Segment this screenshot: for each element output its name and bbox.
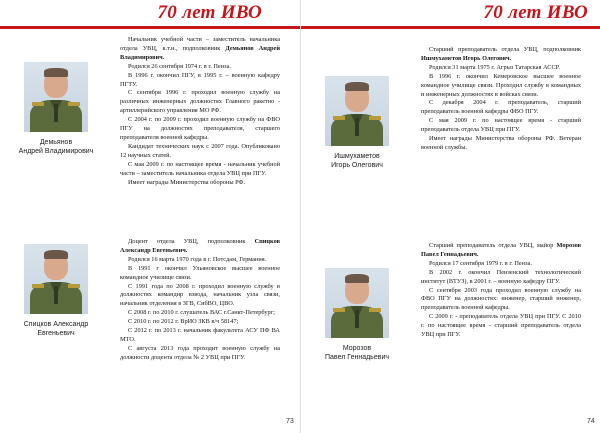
caption-surname: Морозов bbox=[342, 345, 372, 352]
bio-photo-column bbox=[311, 76, 403, 170]
caption-given-names: Павел Геннадьевич bbox=[325, 354, 389, 361]
photo-caption bbox=[311, 344, 403, 362]
caption-given-names: Игорь Олегович bbox=[331, 162, 383, 169]
portrait-photo bbox=[24, 62, 88, 132]
bio-paragraph: В 1996 г. окончил ПГУ, в 1995 г. – военную кафедру ПГТУ. bbox=[120, 71, 280, 88]
caption-surname: Спицков Александр bbox=[23, 321, 89, 328]
bio-text bbox=[421, 242, 581, 340]
bio-text bbox=[120, 238, 280, 363]
caption-surname: Ишмухаметов bbox=[334, 153, 380, 160]
caption-given-names: Андрей Владимирович bbox=[18, 148, 94, 155]
bio-name: Спицков Александр Евгеньевич. bbox=[120, 238, 280, 254]
bio-paragraph: Родился 26 сентября 1974 г. в г. Пенза. bbox=[128, 62, 231, 70]
photo-caption bbox=[311, 152, 403, 170]
bio-paragraph: В 2002 г. окончил Пензенский технологический институт (ВТУЗ), в 2001 г. – военную кафедру ПГУ. bbox=[421, 268, 581, 285]
caption-given-names: Евгеньевич bbox=[37, 330, 75, 337]
bio-name: Морозов Павел Геннадьевич. bbox=[421, 242, 581, 258]
bio-paragraph: Имеет награды Министерства обороны РФ. bbox=[128, 178, 246, 186]
bio-paragraph: С мая 2009 г. по настоящее время - старший преподаватель отдела УВЦ при ПГУ. bbox=[421, 117, 581, 134]
bio-paragraph: С 2009 г. - преподаватель отдела УВЦ при ПГУ. С 2010 г. по настоящее время - старший преподаватель отдела УВЦ при ПГУ. bbox=[421, 313, 581, 339]
bio-text bbox=[421, 46, 581, 153]
photo-caption bbox=[10, 320, 102, 338]
bio-paragraph: С декабря 2004 г. преподаватель, старший преподаватель военной кафедры ФВО ПГУ. bbox=[421, 99, 581, 116]
bio-paragraph: Родился 17 сентября 1979 г. в г. Пенза. bbox=[429, 259, 532, 267]
bio-photo-column bbox=[10, 244, 102, 338]
bio-paragraph: С 2008 г. по 2010 г. слушатель ВАС г.Санкт-Петербург; bbox=[128, 309, 276, 317]
photo-caption bbox=[10, 138, 102, 156]
bio-paragraph: Начальник учебной части – заместитель начальника отдела УВЦ, к.т.н., подполковник Демьянов Андрей Владимирович. bbox=[120, 36, 280, 61]
bio-paragraph: В 1991 г окончил Ульяновское высшее военное командное училище связи. bbox=[120, 264, 280, 281]
caption-surname: Демьянов bbox=[39, 139, 73, 146]
bio-paragraph: С августа 2013 года проходит военную службу на должности доцента отдела № 2 УВЦ при ПГУ. bbox=[120, 344, 280, 361]
header-rule-left bbox=[0, 26, 300, 29]
bio-paragraph: С 2010 г. по 2012 г. ВрИО ЗКВ в/ч 58147; bbox=[128, 318, 239, 326]
page-right bbox=[300, 0, 600, 433]
header-rule-right bbox=[301, 26, 600, 29]
bio-paragraph: С сентября 1996 г. проходил военную службу на различных инженерных должностях Главного ракетно - артиллерийского управления МО РФ. bbox=[120, 89, 280, 115]
portrait-photo bbox=[24, 244, 88, 314]
page-number: 74 bbox=[587, 418, 595, 425]
bio-name: Ишмухаметов Игорь Олегович. bbox=[421, 54, 512, 62]
bio-paragraph: Родился 31 марта 1975 г. Агрыз Татарская АССР. bbox=[429, 63, 560, 71]
running-head-right: 70 лет ИВО bbox=[483, 2, 588, 23]
bio-paragraph: С мая 2009 г. по настоящее время - начальник учебной части – заместитель начальника отдела УВЦ при ПГУ. bbox=[120, 160, 280, 177]
bio-paragraph: Старший преподаватель отдела УВЦ, майор Морозов Павел Геннадьевич. bbox=[421, 242, 581, 258]
running-head-left: 70 лет ИВО bbox=[157, 2, 262, 23]
bio-photo-column bbox=[311, 268, 403, 362]
bio-photo-column bbox=[10, 62, 102, 156]
bio-paragraph: Имеет награды Министерства обороны РФ. Ветеран военной службы. bbox=[421, 135, 581, 151]
portrait-photo bbox=[325, 268, 389, 338]
bio-paragraph: Родился 16 марта 1970 года в г. Потсдам, Германия. bbox=[128, 255, 267, 263]
bio-paragraph: Старший преподаватель отдела УВЦ, подполковник Ишмухаметов Игорь Олегович. bbox=[421, 46, 581, 62]
bio-paragraph: Доцент отдела УВЦ, подполковник Спицков Александр Евгеньевич. bbox=[120, 238, 280, 254]
portrait-photo bbox=[325, 76, 389, 146]
bio-paragraph: С 1991 года по 2008 г. проходил военную службу в должностях командир взвода, начальник узла связи, начальник отделения в ЗГВ, СибВО, ЦВО. bbox=[120, 282, 280, 308]
bio-paragraph: С 2004 г. по 2009 г. проходил военную службу на ФВО ПГУ на должностях преподавателя, старшего преподавателя военной кафедры. bbox=[120, 116, 280, 141]
bio-paragraph: С сентября 2003 года проходил военную службу на ФВО ПГУ на должностях: инженер, старший инженер, преподаватель военной кафедры. bbox=[421, 286, 581, 312]
bio-text bbox=[120, 36, 280, 187]
bio-paragraph: Кандидат технических наук с 2007 года. Опубликовано 12 научных статей. bbox=[120, 142, 280, 159]
bio-paragraph: С 2012 г. по 2013 г. начальник факультета АСУ ПФ ВА МТО. bbox=[120, 327, 280, 343]
bio-paragraph: В 1996 г. окончил Кемеровское высшее военное командное училище связи. Проходил службу в командных и инженерных должностях в войсках связи. bbox=[421, 72, 581, 98]
bio-name: Демьянов Андрей Владимирович. bbox=[120, 44, 280, 61]
page-number: 73 bbox=[286, 418, 294, 425]
